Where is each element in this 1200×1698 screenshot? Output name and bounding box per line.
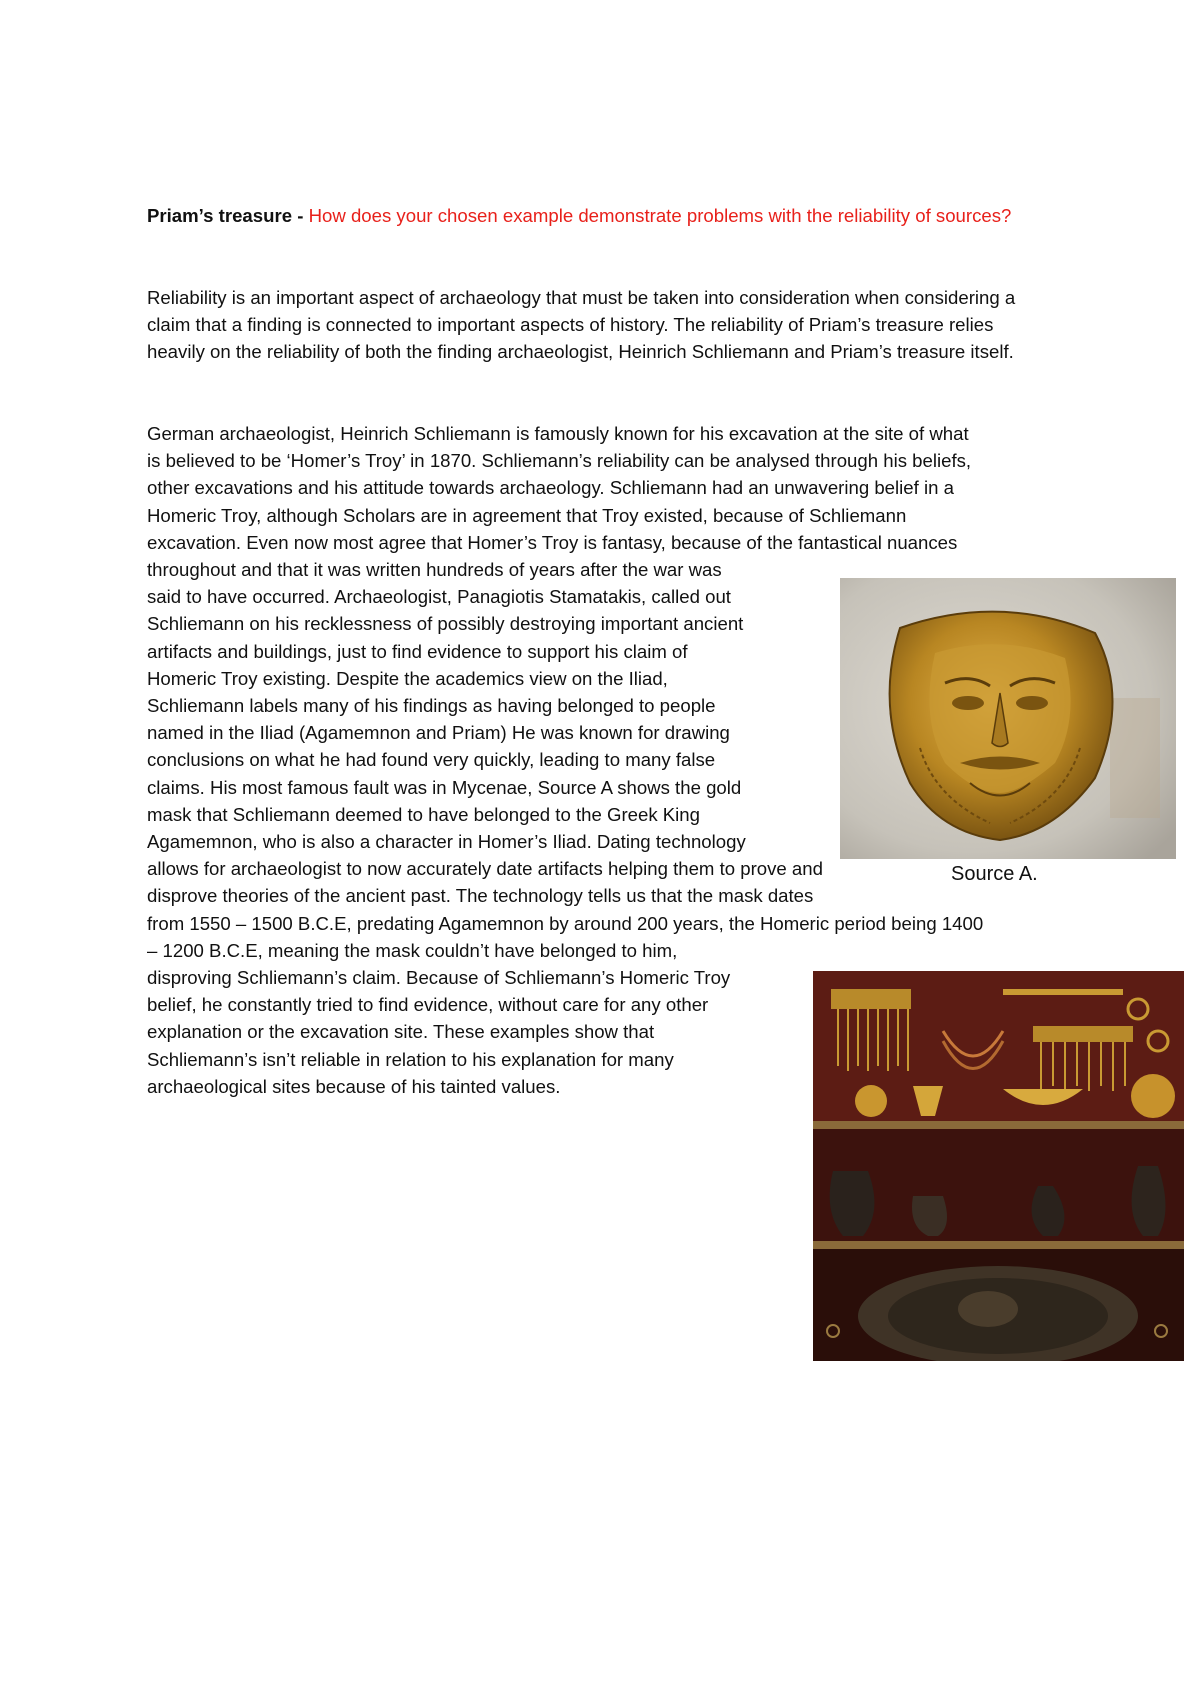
paragraph-line: disproving Schliemann’s claim. Because of Schliemann’s Homeric Troy xyxy=(147,967,731,989)
paragraph-line: from 1550 – 1500 B.C.E, predating Agamemnon by around 200 years, the Homeric period being 1400 xyxy=(147,912,984,934)
heading-title: Priam’s treasure - xyxy=(147,205,304,226)
paragraph-line: named in the Iliad (Agamemnon and Priam) He was known for drawing xyxy=(147,722,730,744)
priams-treasure-image xyxy=(813,971,1184,1361)
paragraph-line: disprove theories of the ancient past. The technology tells us that the mask dates xyxy=(147,885,814,907)
paragraph-line: Schliemann on his recklessness of possibly destroying important ancient xyxy=(147,613,744,635)
paragraph-line: – 1200 B.C.E, meaning the mask couldn’t have belonged to him, xyxy=(147,939,678,961)
paragraph-line: said to have occurred. Archaeologist, Panagiotis Stamatakis, called out xyxy=(147,586,731,608)
source-a-caption: Source A. xyxy=(951,863,1038,885)
paragraph-line: Homeric Troy, although Scholars are in agreement that Troy existed, because of Schliemann xyxy=(147,504,907,526)
paragraph-line: allows for archaeologist to now accurately date artifacts helping them to prove and xyxy=(147,858,823,880)
paragraph-line: Agamemnon, who is also a character in Homer’s Iliad. Dating technology xyxy=(147,831,746,853)
heading xyxy=(147,202,1052,229)
heading-question: How does your chosen example demonstrate problems with the reliability of sources? xyxy=(308,205,1012,226)
paragraph-line: belief, he constantly tried to find evidence, without care for any other xyxy=(147,994,709,1016)
gold-mask-image xyxy=(840,578,1176,859)
paragraph-line: mask that Schliemann deemed to have belonged to the Greek King xyxy=(147,803,700,825)
paragraph-line: excavation. Even now most agree that Homer’s Troy is fantasy, because of the fantastical nuances xyxy=(147,531,958,553)
paragraph-line: claims. His most famous fault was in Mycenae, Source A shows the gold xyxy=(147,776,742,798)
paragraph-line: conclusions on what he had found very quickly, leading to many false xyxy=(147,749,716,771)
paragraph-line: Schliemann labels many of his findings as having belonged to people xyxy=(147,695,716,717)
paragraph-line: throughout and that it was written hundreds of years after the war was xyxy=(147,559,722,581)
paragraph-line: Homeric Troy existing. Despite the academics view on the Iliad, xyxy=(147,667,668,689)
paragraph-reliability: Reliability is an important aspect of archaeology that must be taken into consideration when considering a claim that a finding is connected to important aspects of history. The reliability of Priam’s treasure relies heavily on the reliability of both the finding archaeologist, Heinrich Schliemann and Priam’s treasure itself. xyxy=(147,287,1016,363)
paragraph-line: artifacts and buildings, just to find evidence to support his claim of xyxy=(147,640,688,662)
paragraph-line: archaeological sites because of his tainted values. xyxy=(147,1075,561,1097)
paragraph-line: other excavations and his attitude towards archaeology. Schliemann had an unwavering belief in a xyxy=(147,477,954,499)
paragraph-line: is believed to be ‘Homer’s Troy’ in 1870. Schliemann’s reliability can be analysed through his beliefs, xyxy=(147,450,972,472)
paragraph-line: German archaeologist, Heinrich Schliemann is famously known for his excavation at the site of what xyxy=(147,423,969,444)
paragraph-line: explanation or the excavation site. These examples show that xyxy=(147,1021,655,1043)
paragraph-line: Schliemann’s isn’t reliable in relation to his explanation for many xyxy=(147,1048,674,1070)
